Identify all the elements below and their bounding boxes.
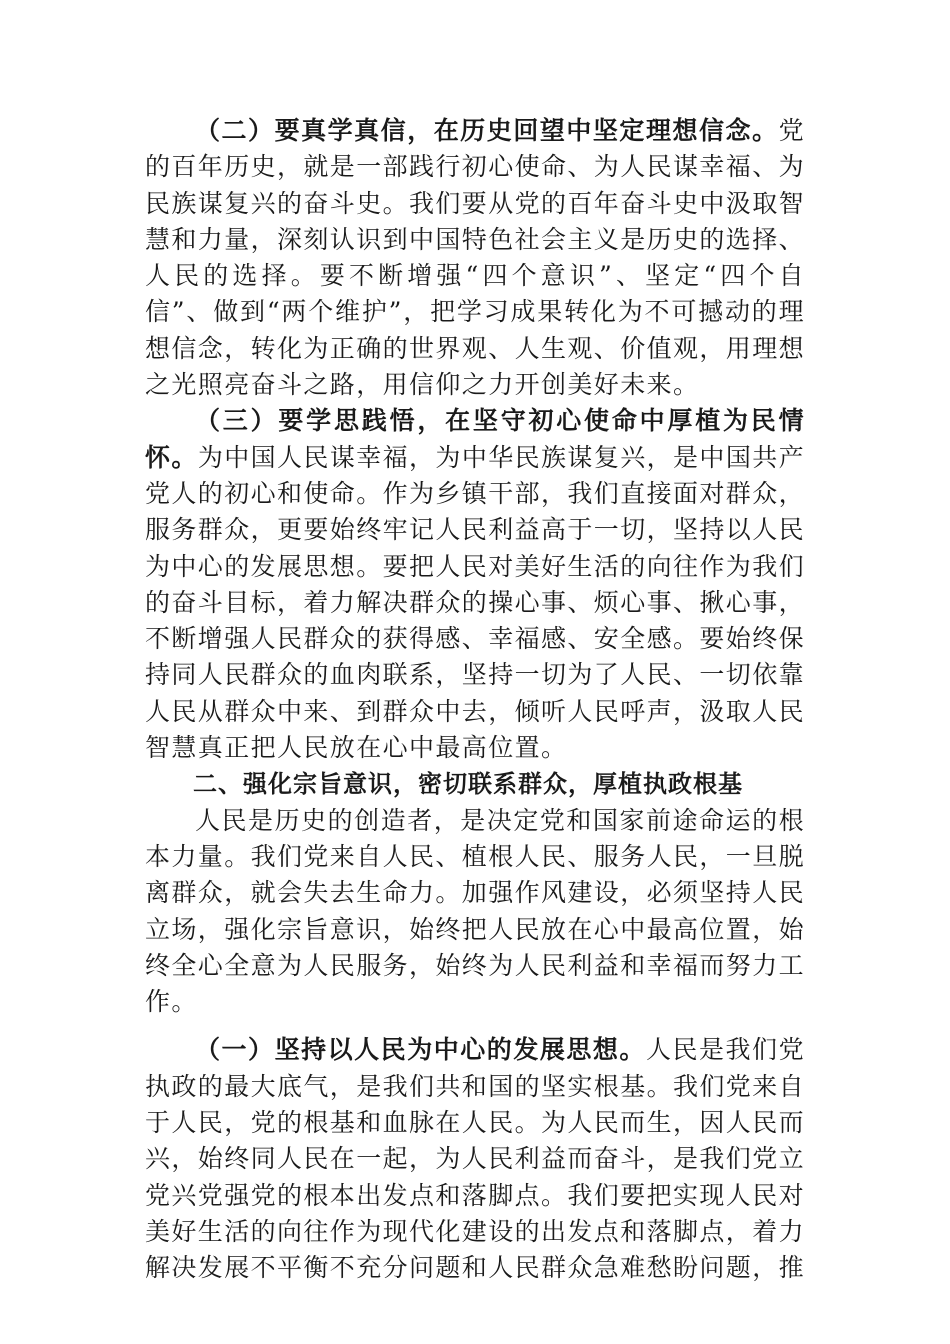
paragraph-lead: （二）要真学真信，在历史回望中坚定理想信念。	[195, 116, 779, 145]
paragraph-lead: （一）坚持以人民为中心的发展思想。	[195, 1035, 646, 1065]
section-heading: 二、强化宗旨意识，密切联系群众，厚植执政根基	[193, 770, 743, 799]
paragraph-people-centered	[145, 1032, 805, 1286]
paragraph-ideals	[145, 113, 805, 403]
paragraph-body: 党的百年历史，就是一部践行初心使命、为人民谋幸福、为民族谋复兴的奋斗史。我们要从党的百年奋斗史中汲取智慧和力量，深刻认识到中国特色社会主义是历史的选择、人民的选择。要不断增强“四个意识”、坚定“四个自信”、做到“两个维护”，把学习成果转化为不可撼动的理想信念，转化为正确的世界观、人生观、价值观，用理想之光照亮奋斗之路，用信仰之力开创美好未来。	[145, 116, 806, 400]
paragraph-body: 人民是我们党执政的最大底气，是我们共和国的坚实根基。我们党来自于人民，党的根基和血脉在人民。为人民而生，因人民而兴，始终同人民在一起，为人民利益而奋斗，是我们党立党兴党强党的根本出发点和落脚点。我们要把实现人民对美好生活的向往作为现代化建设的出发点和落脚点，着力解决发展不平衡不充分问题和人民群众急难愁盼问题，推	[145, 1035, 806, 1283]
paragraph-lead: （三）要学思践悟，在坚守初心使命中厚植为民情怀。	[145, 406, 805, 472]
paragraph-body: 为中国人民谋幸福，为中华民族谋复兴，是中国共产党人的初心和使命。作为乡镇干部，我们直接面对群众，服务群众，更要始终牢记人民利益高于一切，坚持以人民为中心的发展思想。要把人民对美好生活的向往作为我们的奋斗目标，着力解决群众的操心事、烦心事、揪心事，不断增强人民群众的获得感、幸福感、安全感。要始终保持同人民群众的血肉联系，坚持一切为了人民、一切依靠人民从群众中来、到群众中去，倾听人民呼声，汲取人民智慧真正把人民放在心中最高位置。	[145, 442, 806, 763]
paragraph-people-sentiment	[145, 403, 805, 766]
paragraph-intro: 人民是历史的创造者，是决定党和国家前途命运的根本力量。我们党来自人民、植根人民、服务人民，一旦脱离群众，就会失去生命力。加强作风建设，必须坚持人民立场，强化宗旨意识，始终把人民放在心中最高位置，始终全心全意为人民服务，始终为人民利益和幸福而努力工作。	[145, 805, 806, 1017]
document-page	[145, 113, 805, 1287]
